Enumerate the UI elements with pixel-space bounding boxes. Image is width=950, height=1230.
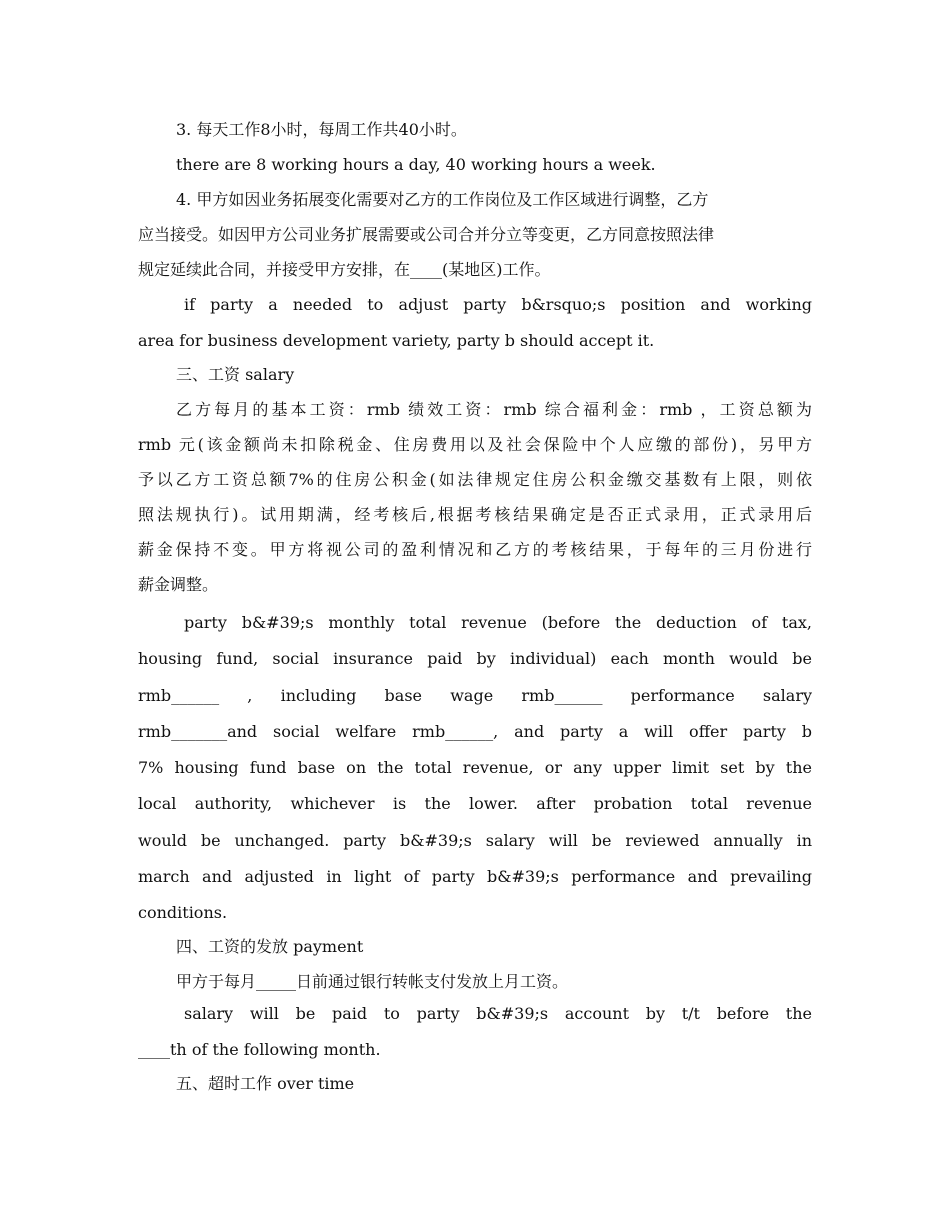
section-5-heading: 五、超时工作 over time <box>176 1074 355 1093</box>
clause-4-cn-line-1: 4. 甲方如因业务拓展变化需要对乙方的工作岗位及工作区域进行调整，乙方 <box>176 190 709 209</box>
salary-en-line-4: rmb_______and social welfare rmb______, and party a will offer party b <box>138 722 812 741</box>
clause-3-cn: 3. 每天工作8小时，每周工作共40小时。 <box>176 120 467 139</box>
salary-en-line-1: party b&#39;s monthly total revenue (before the deduction of tax, <box>184 613 812 632</box>
salary-en-line-7: would be unchanged. party b&#39;s salary will be reviewed annually in <box>138 831 812 850</box>
clause-3-en: there are 8 working hours a day, 40 working hours a week. <box>176 155 656 174</box>
clause-4-cn-line-2: 应当接受。如因甲方公司业务扩展需要或公司合并分立等变更，乙方同意按照法律 <box>138 225 715 244</box>
payment-cn: 甲方于每月_____日前通过银行转帐支付发放上月工资。 <box>176 972 569 991</box>
salary-cn-line-1: 乙方每月的基本工资：rmb 绩效工资：rmb 综合福利金：rmb ，工资总额为 <box>176 400 812 419</box>
salary-cn-line-6: 薪金调整。 <box>138 575 219 594</box>
clause-4-en-line-1: if party a needed to adjust party b&rsquo;s position and working <box>184 295 812 314</box>
payment-en-line-1: salary will be paid to party b&#39;s account by t/t before the <box>184 1004 812 1023</box>
salary-en-line-5: 7% housing fund base on the total revenue, or any upper limit set by the <box>138 758 812 777</box>
salary-cn-line-5: 薪金保持不变。甲方将视公司的盈利情况和乙方的考核结果，于每年的三月份进行 <box>138 540 812 559</box>
salary-cn-line-4: 照法规执行)。试用期满，经考核后,根据考核结果确定是否正式录用，正式录用后 <box>138 505 812 524</box>
clause-4-cn-line-3: 规定延续此合同，并接受甲方安排，在____(某地区)工作。 <box>138 260 551 279</box>
section-4-heading: 四、工资的发放 payment <box>176 937 364 956</box>
payment-en-line-2: ____th of the following month. <box>138 1040 381 1059</box>
salary-cn-line-3: 予以乙方工资总额7%的住房公积金(如法律规定住房公积金缴交基数有上限，则依 <box>138 470 812 489</box>
salary-cn-line-2: rmb 元(该金额尚未扣除税金、住房费用以及社会保险中个人应缴的部份)，另甲方 <box>138 435 812 454</box>
salary-en-line-9: conditions. <box>138 903 228 922</box>
clause-4-en-line-2: area for business development variety, party b should accept it. <box>138 331 655 350</box>
salary-en-line-8: march and adjusted in light of party b&#39;s performance and prevailing <box>138 867 812 886</box>
section-3-heading: 三、工资 salary <box>176 365 295 384</box>
salary-en-line-6: local authority, whichever is the lower. after probation total revenue <box>138 794 812 813</box>
salary-en-line-3: rmb______ , including base wage rmb______ performance salary <box>138 686 812 705</box>
salary-en-line-2: housing fund, social insurance paid by individual) each month would be <box>138 649 812 668</box>
